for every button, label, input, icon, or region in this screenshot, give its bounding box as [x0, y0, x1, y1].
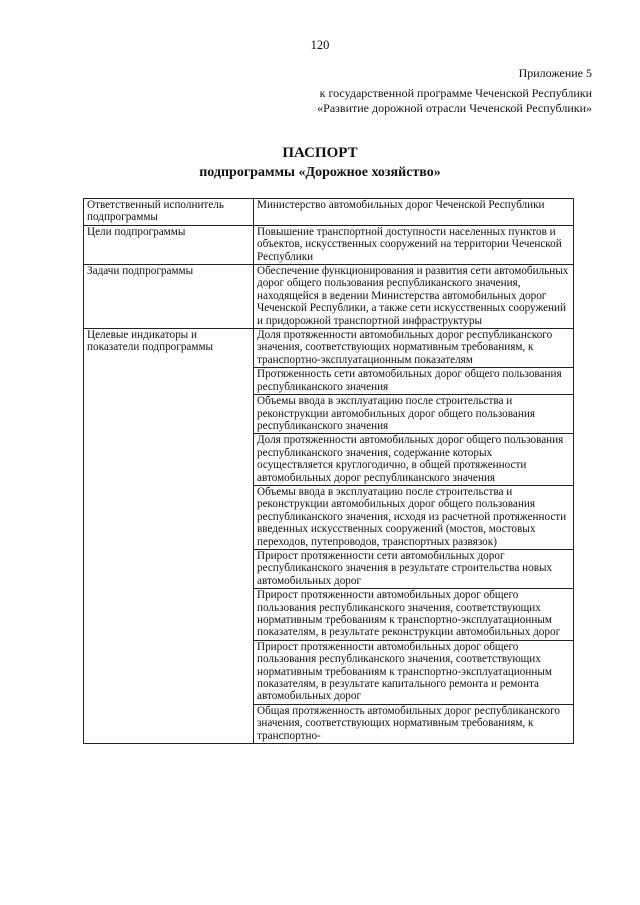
indicator-cell: Прирост протяженности автомобильных дорог общего пользования республиканского значения, соответствующих нормативным требованиям к транспортно-эксплуатационным показателям, в результате реконструкции автомобильных дорог: [254, 589, 574, 641]
row-value-goals: Повышение транспортной доступности населенных пунктов и объектов, искусственных сооружений на территории Чеченской Республики: [254, 225, 574, 264]
table-row: [84, 199, 574, 226]
indicator-cell: Объемы ввода в эксплуатацию после строительства и реконструкции автомобильных дорог общего пользования республиканского значения: [254, 395, 574, 434]
indicator-cell: Общая протяженность автомобильных дорог республиканского значения, соответствующих нормативным требованиям, к транспортно-: [254, 704, 574, 743]
indicator-cell: Объемы ввода в эксплуатацию после строительства и реконструкции автомобильных дорог общего пользования республиканского значения, исходя из расчетной протяженности введенных искусственных сооружений (мостов, мостовых переходов, путепроводов, транспортных развязок): [254, 485, 574, 549]
appendix-reference: к государственной программе Чеченской Республики: [319, 86, 592, 100]
row-label-tasks: Задачи подпрограммы: [84, 265, 254, 329]
table-row: [84, 265, 574, 329]
page-number: 120: [310, 38, 330, 52]
passport-table: [83, 198, 574, 744]
row-label-goals: Цели подпрограммы: [84, 225, 254, 264]
row-value-tasks: Обеспечение функционирования и развития сети автомобильных дорог общего пользования республиканского значения, находящейся в ведении Министерства автомобильных дорог Чеченской Республики, а также сети искусственных сооружений и придорожной транспортной инфраструктуры: [254, 265, 574, 329]
document-title: ПАСПОРТ: [282, 145, 358, 161]
row-label-responsible: Ответственный исполнитель подпрограммы: [84, 199, 254, 226]
indicator-cell: Прирост протяженности сети автомобильных дорог республиканского значения в результате строительства новых автомобильных дорог: [254, 549, 574, 588]
indicator-cell: Доля протяженности автомобильных дорог республиканского значения, соответствующих нормативным требованиям, к транспортно-эксплуатационным показателям: [254, 329, 574, 368]
row-value-responsible: Министерство автомобильных дорог Чеченской Республики: [254, 199, 574, 226]
indicator-cell: Доля протяженности автомобильных дорог общего пользования республиканского значения, содержание которых осуществляется круглогодично, в общей протяженности автомобильных дорог республиканского значения: [254, 434, 574, 486]
document-subtitle: подпрограммы «Дорожное хозяйство»: [199, 165, 441, 180]
appendix-program-name: «Развитие дорожной отрасли Чеченской Республики»: [317, 101, 592, 115]
table-row: [84, 329, 574, 368]
row-label-indicators: Целевые индикаторы и показатели подпрограммы: [84, 329, 254, 744]
indicator-cell: Прирост протяженности автомобильных дорог общего пользования республиканского значения, соответствующих нормативным требованиям к транспортно-эксплуатационным показателям, в результате капитального ремонта и ремонта автомобильных дорог: [254, 640, 574, 704]
table-row: [84, 225, 574, 264]
indicator-cell: Протяженность сети автомобильных дорог общего пользования республиканского значения: [254, 368, 574, 395]
appendix-label: Приложение 5: [518, 66, 592, 80]
